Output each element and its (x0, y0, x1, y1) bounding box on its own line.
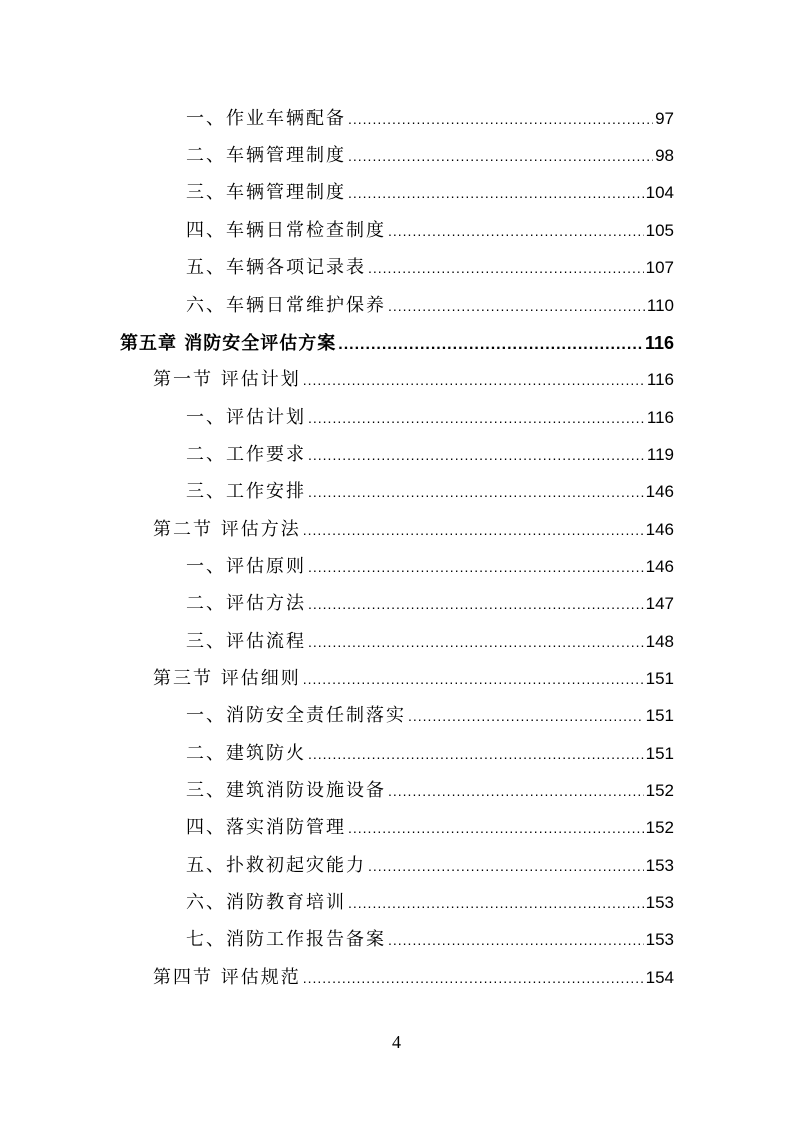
toc-entry-title: 五、车辆各项记录表 (186, 257, 366, 278)
dot-leader (308, 627, 644, 657)
dot-leader (303, 515, 644, 545)
toc-section-entry[interactable] (153, 664, 674, 694)
toc-entry[interactable] (186, 178, 674, 208)
dot-leader (368, 253, 644, 283)
toc-entry-title: 三、工作安排 (186, 481, 306, 502)
toc-entry-title: 一、评估原则 (186, 556, 306, 577)
toc-entry-page: 151 (645, 744, 674, 763)
toc-entry-title: 二、工作要求 (186, 444, 306, 465)
toc-entry[interactable] (186, 925, 674, 955)
toc-entry-title: 三、建筑消防设施设备 (186, 780, 386, 801)
toc-entry[interactable] (186, 291, 674, 321)
dot-leader (303, 365, 645, 395)
toc-entry[interactable] (186, 552, 674, 582)
toc-entry-page: 116 (646, 408, 674, 427)
dot-leader (388, 291, 645, 321)
toc-entry-page: 119 (646, 445, 674, 464)
toc-entry-page: 153 (645, 893, 674, 912)
dot-leader (348, 104, 653, 134)
dot-leader (308, 477, 644, 507)
toc-entry-page: 146 (645, 557, 674, 576)
toc-entry-title: 第五章 消防安全评估方案 (120, 333, 337, 354)
toc-entry[interactable] (186, 776, 674, 806)
toc-entry-page: 104 (645, 183, 674, 202)
toc-entry-page: 98 (655, 146, 674, 165)
toc-entry-page: 110 (646, 296, 674, 315)
dot-leader (348, 141, 653, 171)
toc-entry-page: 153 (645, 856, 674, 875)
dot-leader (388, 776, 644, 806)
toc-entry-title: 四、车辆日常检查制度 (186, 220, 386, 241)
toc-entry-title: 六、车辆日常维护保养 (186, 295, 386, 316)
toc-entry-title: 第一节 评估计划 (153, 369, 301, 390)
toc-entry[interactable] (186, 627, 674, 657)
toc-entry-title: 三、车辆管理制度 (186, 182, 346, 203)
toc-entry[interactable] (186, 813, 674, 843)
toc-entry-title: 三、评估流程 (186, 631, 306, 652)
toc-entry-page: 105 (645, 221, 674, 240)
toc-entry-title: 五、扑救初起灾能力 (186, 855, 366, 876)
toc-entry[interactable] (186, 253, 674, 283)
toc-entry-title: 一、作业车辆配备 (186, 108, 346, 129)
dot-leader (303, 963, 644, 993)
toc-entry[interactable] (186, 403, 674, 433)
toc-entry-title: 第三节 评估细则 (153, 668, 301, 689)
toc-entry-page: 146 (645, 482, 674, 501)
toc-section-entry[interactable] (153, 515, 674, 545)
toc-entry-title: 第四节 评估规范 (153, 967, 301, 988)
toc-entry-page: 97 (655, 109, 674, 128)
dot-leader (348, 888, 644, 918)
toc-entry-title: 二、评估方法 (186, 593, 306, 614)
toc-entry[interactable] (186, 216, 674, 246)
toc-entry[interactable] (186, 851, 674, 881)
dot-leader (308, 739, 644, 769)
toc-entry-page: 154 (645, 968, 674, 987)
dot-leader (408, 701, 644, 731)
toc-entry-page: 151 (645, 669, 674, 688)
toc-entry-title: 六、消防教育培训 (186, 892, 346, 913)
dot-leader (348, 813, 644, 843)
toc-entry[interactable] (186, 141, 674, 171)
toc-entry-page: 146 (645, 520, 674, 539)
dot-leader (368, 851, 644, 881)
toc-entry-page: 116 (644, 333, 674, 353)
toc-entry[interactable] (186, 477, 674, 507)
dot-leader (303, 664, 644, 694)
toc-entry-title: 一、评估计划 (186, 407, 306, 428)
toc-entry-page: 151 (645, 706, 674, 725)
toc-entry-page: 153 (645, 930, 674, 949)
toc-entry[interactable] (186, 589, 674, 619)
toc-entry-page: 148 (645, 632, 674, 651)
toc-entry-title: 二、车辆管理制度 (186, 145, 346, 166)
toc-entry-page: 116 (646, 370, 674, 389)
toc-entry[interactable] (186, 739, 674, 769)
toc-chapter-entry[interactable] (120, 328, 674, 358)
page-number: 4 (392, 1032, 401, 1052)
dot-leader (308, 589, 644, 619)
toc-entry-page: 152 (645, 781, 674, 800)
toc-entry-title: 第二节 评估方法 (153, 519, 301, 540)
toc-entry[interactable] (186, 888, 674, 918)
dot-leader (308, 552, 644, 582)
dot-leader (348, 178, 644, 208)
toc-entry-page: 152 (645, 818, 674, 837)
toc-entry-title: 七、消防工作报告备案 (186, 929, 386, 950)
toc-section-entry[interactable] (153, 963, 674, 993)
dot-leader (388, 216, 644, 246)
toc-entry[interactable] (186, 440, 674, 470)
toc-entry-title: 四、落实消防管理 (186, 817, 346, 838)
toc-entry-title: 一、消防安全责任制落实 (186, 705, 406, 726)
toc-entry-page: 147 (645, 594, 674, 613)
dot-leader (308, 440, 645, 470)
toc-entry[interactable] (186, 104, 674, 134)
toc-entry-title: 二、建筑防火 (186, 743, 306, 764)
dot-leader (338, 330, 643, 360)
dot-leader (308, 403, 645, 433)
toc-entry-page: 107 (645, 258, 674, 277)
toc-section-entry[interactable] (153, 365, 674, 395)
dot-leader (388, 925, 644, 955)
toc-entry[interactable] (186, 701, 674, 731)
